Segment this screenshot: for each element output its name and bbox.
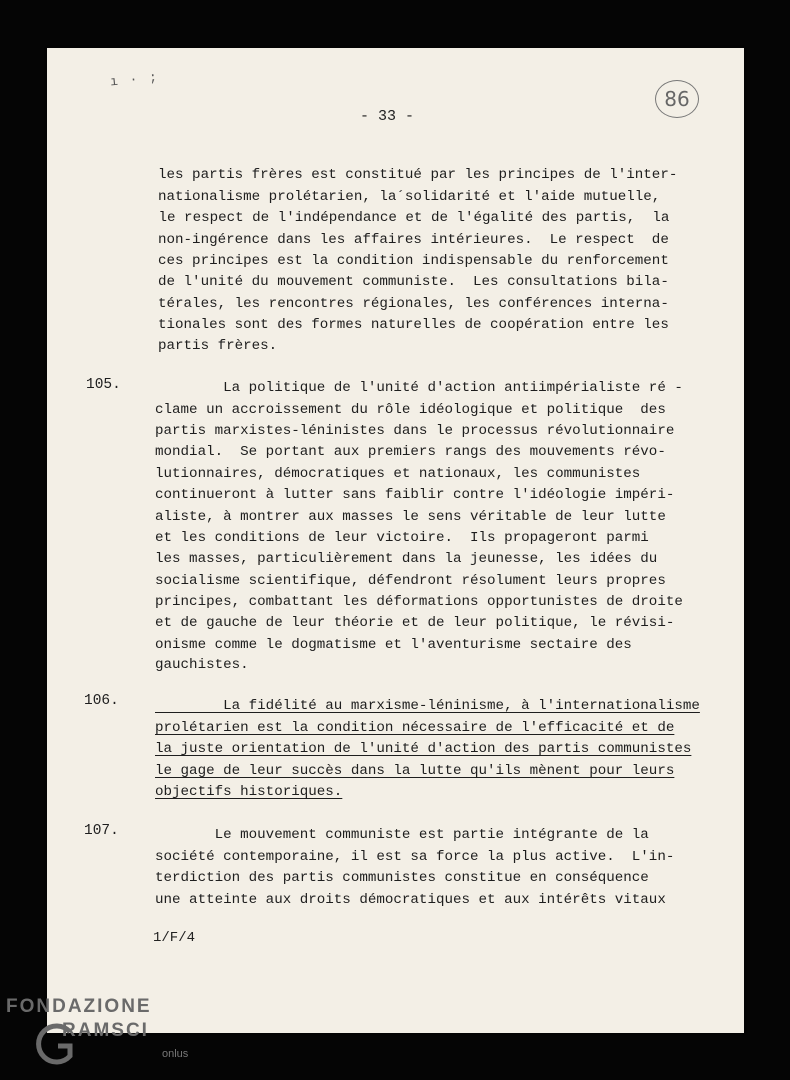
text-line: clame un accroissement du rôle idéologique et politique des	[155, 402, 666, 418]
text-line: tionales sont des formes naturelles de coopération entre les	[158, 317, 669, 333]
underlined-text-line: prolétarien est la condition nécessaire de l'efficacité et de	[155, 720, 675, 736]
text-line: et de gauche de leur théorie et de leur politique, le révisi-	[155, 615, 675, 631]
text-line: terdiction des partis communistes constitue en conséquence	[155, 870, 649, 886]
circled-page-number: 86	[655, 80, 699, 118]
text-line: nationalisme prolétarien, la´solidarité et l'aide mutuelle,	[158, 189, 661, 205]
text-line: les partis frères est constitué par les principes de l'inter-	[158, 167, 678, 183]
text-line: lutionnaires, démocratiques et nationaux, les communistes	[155, 466, 641, 482]
text-line: partis marxistes-léninistes dans le processus révolutionnaire	[155, 423, 675, 439]
text-line: le respect de l'indépendance et de l'égalité des partis, la	[150, 210, 670, 226]
text-line: une atteinte aux droits démocratiques et aux intérêts vitaux	[155, 892, 666, 908]
logo-line-2: RAMSCI	[62, 1020, 149, 1041]
text-line: ces principes est la condition indispensable du renforcement	[158, 253, 669, 269]
text-line: mondial. Se portant aux premiers rangs des mouvements révo-	[155, 444, 666, 460]
page-number: - 33 -	[360, 108, 415, 125]
footer-code: 1/F/4	[153, 930, 196, 946]
logo-line-1: FONDAZIONE	[6, 996, 152, 1017]
paragraph-number-105: 105.	[86, 377, 121, 393]
fondazione-gramsci-logo	[0, 990, 200, 1080]
paragraph-number-107: 107.	[84, 823, 119, 839]
text-line: principes, combattant les déformations opportunistes de droite	[155, 594, 683, 610]
text-line: non-ingérence dans les affaires intérieures. Le respect de	[158, 232, 669, 248]
text-line: gauchistes.	[155, 657, 249, 673]
underlined-text-line: La fidélité au marxisme-léninisme, à l'internationalisme	[155, 698, 700, 714]
underlined-text-line: objectifs historiques.	[155, 784, 343, 800]
underlined-text-line: la juste orientation de l'unité d'action des partis communistes	[155, 741, 692, 757]
text-line: La politique de l'unité d'action antiimpérialiste ré -	[155, 380, 683, 396]
text-line: térales, les rencontres régionales, les conférences interna-	[158, 296, 669, 312]
text-line: aliste, à montrer aux masses le sens véritable de leur lutte	[155, 509, 666, 525]
text-line: socialisme scientifique, défendront résolument leurs propres	[155, 573, 666, 589]
text-line: de l'unité du mouvement communiste. Les consultations bila-	[158, 274, 669, 290]
text-line: les masses, particulièrement dans la jeunesse, les idées du	[155, 551, 658, 567]
text-line: continueront à lutter sans faiblir contre l'idéologie impéri-	[155, 487, 675, 503]
text-line: et les conditions de leur victoire. Ils propageront parmi	[155, 530, 649, 546]
handwritten-mark: ı · ;	[109, 69, 160, 90]
paragraph-number-106: 106.	[84, 693, 119, 709]
text-line: onisme comme le dogmatisme et l'aventurisme sectaire des	[155, 637, 632, 653]
text-line: Le mouvement communiste est partie intégrante de la	[155, 827, 649, 843]
text-line: société contemporaine, il est sa force la plus active. L'in-	[155, 849, 675, 865]
underlined-text-line: le gage de leur succès dans la lutte qu'ils mènent pour leurs	[155, 763, 675, 779]
text-line: partis frères.	[158, 338, 278, 354]
logo-line-3: onlus	[162, 1048, 189, 1060]
